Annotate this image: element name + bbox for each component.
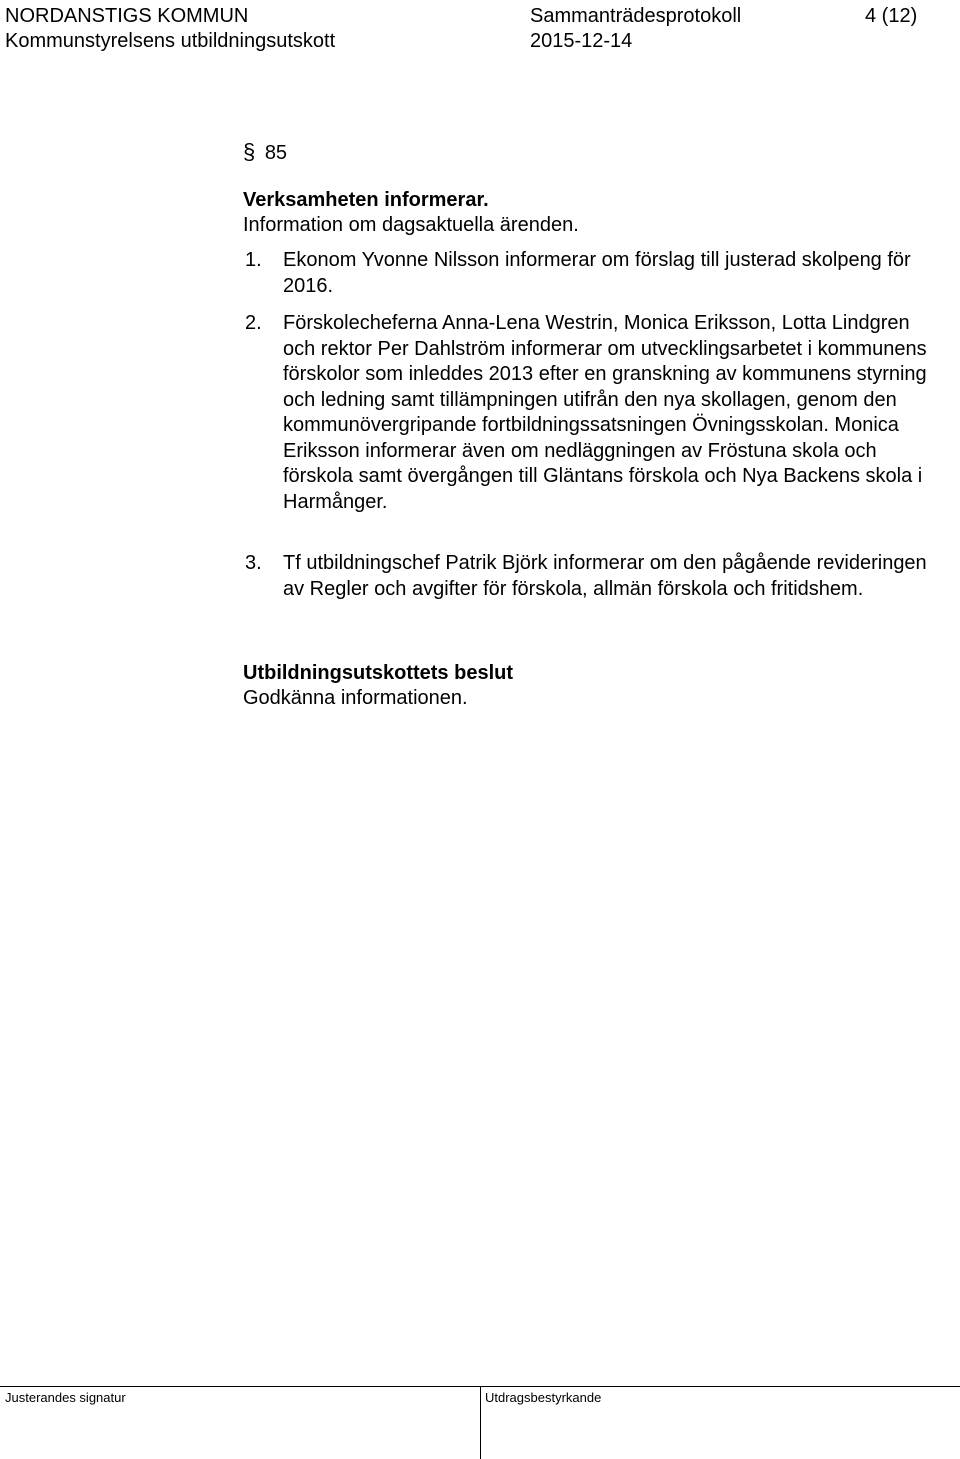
- list-item-number: 3.: [245, 552, 262, 574]
- list-item-number: 2.: [245, 312, 262, 334]
- certification-label: Utdragsbestyrkande: [485, 1390, 602, 1405]
- document-type: Sammanträdesprotokoll: [530, 5, 742, 27]
- meeting-date: 2015-12-14: [530, 30, 633, 52]
- page-number: 4 (12): [865, 5, 918, 27]
- paragraph-number-value: 85: [264, 142, 288, 164]
- signature-label: Justerandes signatur: [5, 1390, 126, 1405]
- org-name: NORDANSTIGS KOMMUN: [5, 5, 249, 27]
- list-item: [243, 248, 943, 299]
- committee-name: Kommunstyrelsens utbildningsutskott: [5, 30, 336, 52]
- list-item-text: Förskolecheferna Anna-Lena Westrin, Monica Eriksson, Lotta Lindgren och rektor Per Dahlström informerar om utvecklingsarbetet i kommunens förskolor som inleddes 2013 efter en granskning av kommunens styrning och ledning samt tillämpningen utifrån den nya skollagen, genom den kommunövergripande fortbildningssatsningen Övningsskolan. Monica Eriksson informerar även om nedläggningen av Fröstuna skola och förskola samt övergången till Gläntans förskola och Nya Backens skola i Harmånger.: [283, 312, 927, 513]
- list-item-number: 1.: [245, 249, 262, 271]
- paragraph-number: [243, 140, 287, 165]
- paragraph-subtitle: Information om dagsaktuella ärenden.: [243, 214, 579, 236]
- footer-column-divider: [480, 1386, 481, 1459]
- decision-heading: Utbildningsutskottets beslut: [243, 662, 513, 684]
- decision-text: Godkänna informationen.: [243, 687, 468, 709]
- list-item: [243, 551, 943, 602]
- list-item-text: Ekonom Yvonne Nilsson informerar om förslag till justerad skolpeng för 2016.: [283, 249, 911, 297]
- paragraph-title: Verksamheten informerar.: [243, 189, 489, 211]
- section-sign-icon: §: [243, 139, 256, 164]
- list-item: [243, 311, 943, 515]
- list-item-text: Tf utbildningschef Patrik Björk informerar om den pågående revideringen av Regler och avgifter för förskola, allmän förskola och fritidshem.: [283, 552, 927, 600]
